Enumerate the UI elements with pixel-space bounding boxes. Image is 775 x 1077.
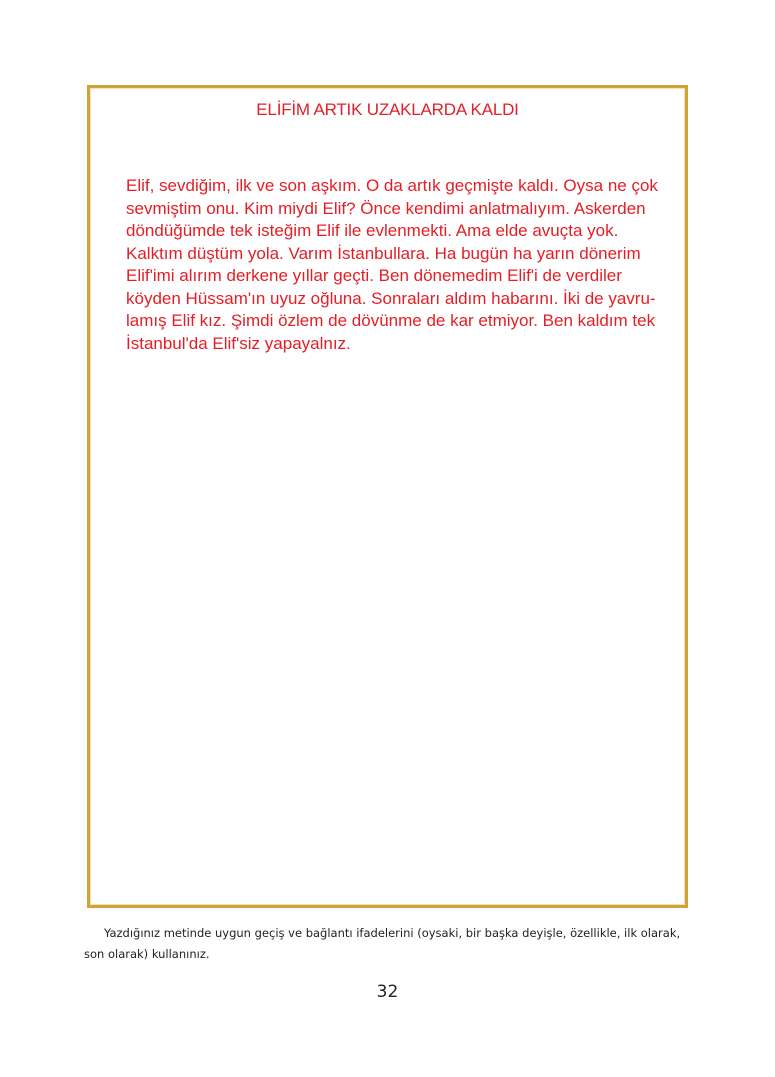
- essay-line: sevmiştim onu. Kim miydi Elif? Önce kendimi anlatmalıyım. Askerden: [126, 198, 646, 218]
- essay-line: lamış Elif kız. Şimdi özlem de dövünme de kar etmiyor. Ben kaldım tek: [126, 311, 656, 330]
- essay-line: Kalktım düştüm yola. Varım İstanbullara. Ha bugün ha yarın dönerim: [126, 243, 641, 263]
- essay-line: köyden Hüssam'ın uyuz oğluna. Sonraları aldım habarını. İki de yavru-: [126, 288, 656, 308]
- page-number: 32: [376, 982, 399, 1002]
- essay-line: Elif, sevdiğim, ilk ve son aşkım. O da artık geçmişte kaldı. Oysa ne çok: [126, 176, 658, 195]
- instruction-line: Yazdığınız metinde uygun geçiş ve bağlantı ifadelerini (oysaki, bir başka deyişle, özellikle, ilk olarak,: [104, 926, 681, 940]
- essay-title: ELİFİM ARTIK UZAKLARDA KALDI: [256, 100, 519, 119]
- essay-line: döndüğümde tek isteğim Elif ile evlenmekti. Ama elde avuçta yok.: [126, 221, 619, 240]
- writing-frame: [87, 85, 688, 908]
- essay-body: [126, 175, 671, 355]
- instruction-line: son olarak) kullanınız.: [84, 947, 210, 961]
- essay-line: Elif'imi alırım derkene yıllar geçti. Ben dönemedim Elif'i de verdiler: [126, 266, 622, 285]
- essay-line: İstanbul'da Elif'siz yapayalnız.: [126, 333, 351, 353]
- instruction-text: [84, 923, 699, 965]
